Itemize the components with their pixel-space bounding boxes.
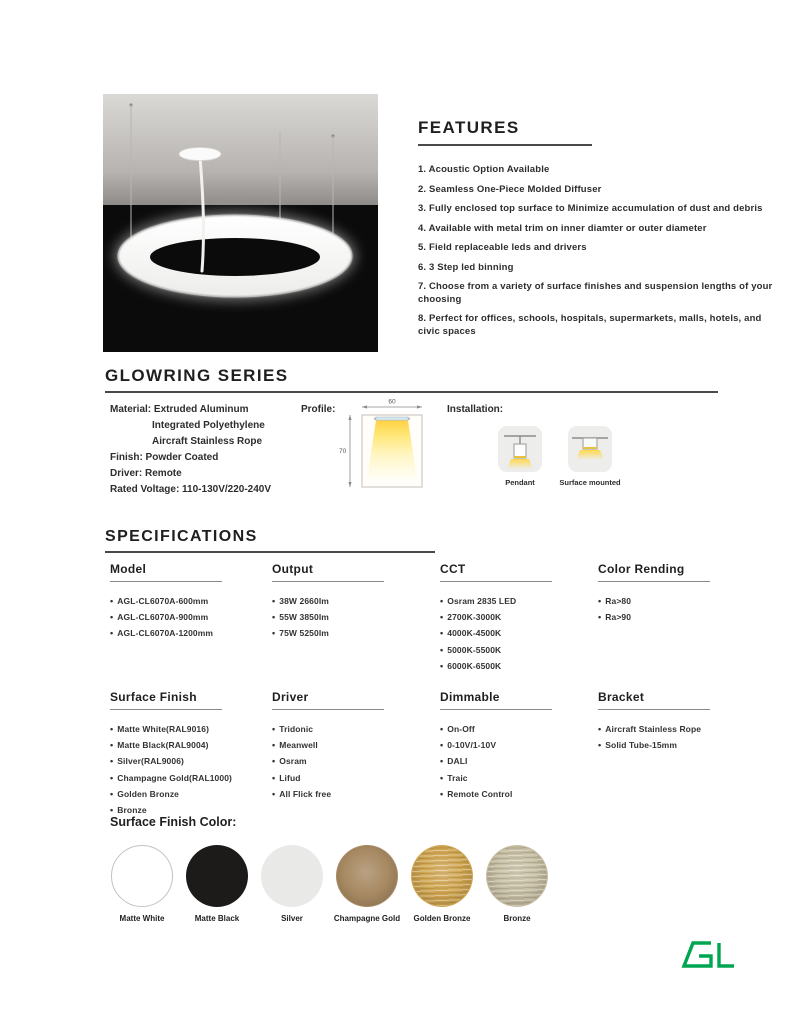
surface-mounted-label: Surface mounted	[559, 478, 621, 487]
spec-item: • Tridonic	[272, 721, 430, 737]
spec-item: • AGL-CL6070A-900mm	[110, 609, 268, 625]
spec-column-header: CCT	[440, 562, 552, 582]
spec-column-cct	[440, 562, 598, 674]
spec-item: • 6000K-6500K	[440, 658, 598, 674]
led-strip	[376, 417, 408, 420]
spec-item: • Champagne Gold(RAL1000)	[110, 770, 268, 786]
spec-item: • DALI	[440, 753, 598, 769]
logo-letter-l	[719, 943, 734, 966]
material-line: Integrated Polyethylene	[152, 420, 265, 431]
installation-surface-mounted	[554, 426, 626, 487]
spec-item: • Ra>80	[598, 593, 756, 609]
spec-item: • Osram	[272, 753, 430, 769]
spec-column-header: Model	[110, 562, 222, 582]
color-swatch-circle	[111, 845, 173, 907]
spec-item: • AGL-CL6070A-600mm	[110, 593, 268, 609]
pendant-label: Pendant	[505, 478, 535, 487]
profile-width-value: 60	[388, 398, 396, 406]
spec-item-list	[110, 593, 268, 642]
profile-cross-section	[337, 395, 429, 493]
color-swatch-circle	[411, 845, 473, 907]
material-line: Finish: Powder Coated	[110, 452, 219, 463]
spec-column-bracket	[598, 690, 756, 753]
surface-mounted-icon	[568, 426, 612, 472]
spec-item: • Matte Black(RAL9004)	[110, 737, 268, 753]
material-line: Driver: Remote	[110, 468, 182, 479]
spec-item: • Lifud	[272, 770, 430, 786]
spec-item-list	[272, 593, 430, 642]
feature-item: 6. 3 Step led binning	[418, 261, 514, 273]
materials-list	[110, 402, 320, 498]
spec-item-list	[598, 721, 756, 753]
color-swatch-label: Silver	[281, 914, 303, 923]
product-photo	[103, 94, 378, 352]
logo-letter-g	[684, 943, 711, 966]
brand-logo	[680, 938, 738, 977]
pendant-ring-light-image	[103, 94, 378, 352]
features-list	[418, 164, 784, 338]
material-line: Material: Extruded Aluminum	[110, 404, 249, 415]
feature-item: 8. Perfect for offices, schools, hospitals, supermarkets, malls, hotels, and civic spaces	[418, 313, 762, 337]
spec-item: • Osram 2835 LED	[440, 593, 598, 609]
spec-item: • Remote Control	[440, 786, 598, 802]
features-section	[418, 118, 784, 345]
color-swatch-circle	[486, 845, 548, 907]
arrowhead-icon	[348, 482, 351, 487]
spec-item: • All Flick free	[272, 786, 430, 802]
material-line: Aircraft Stainless Rope	[152, 436, 263, 447]
finish-color-swatches	[110, 845, 549, 923]
spec-item: • Solid Tube-15mm	[598, 737, 756, 753]
series-heading: GLOWRING SERIES	[105, 366, 718, 393]
spec-item: • On-Off	[440, 721, 598, 737]
color-swatch-circle	[261, 845, 323, 907]
spec-item: • Traic	[440, 770, 598, 786]
color-swatch-label: Bronze	[503, 914, 531, 923]
color-swatch-label: Golden Bronze	[413, 914, 471, 923]
feature-item: 2. Seamless One-Piece Molded Diffuser	[418, 183, 602, 195]
spec-column-header: Surface Finish	[110, 690, 222, 710]
ceiling-canopy	[179, 148, 221, 161]
feature-item: 4. Available with metal trim on inner diamter or outer diameter	[418, 222, 707, 234]
ring-hole	[150, 238, 320, 276]
arrowhead-icon	[417, 405, 422, 408]
spec-item: • 55W 3850lm	[272, 609, 430, 625]
color-swatch-label: Matte Black	[194, 914, 240, 923]
profile-diagram	[337, 395, 429, 498]
feature-item: 1. Acoustic Option Available	[418, 164, 550, 175]
spec-item: • 75W 5250lm	[272, 625, 430, 641]
color-swatch-circle	[186, 845, 248, 907]
pendant-icon-graphic	[498, 426, 542, 472]
spec-item: • AGL-CL6070A-1200mm	[110, 625, 268, 641]
finish-swatch	[485, 845, 549, 923]
spec-item: • Ra>90	[598, 609, 756, 625]
spec-item-list	[440, 721, 598, 802]
spec-column-header: Bracket	[598, 690, 710, 710]
specifications-heading: SPECIFICATIONS	[105, 528, 435, 553]
spec-item-list	[110, 721, 268, 818]
finish-color-title: Surface Finish Color:	[110, 815, 237, 829]
spec-item: • Meanwell	[272, 737, 430, 753]
spec-column-surface-finish	[110, 690, 268, 818]
spec-column-header: Output	[272, 562, 384, 582]
spec-item: • Silver(RAL9006)	[110, 753, 268, 769]
arrowhead-icon	[348, 415, 351, 420]
spec-column-model	[110, 562, 268, 642]
features-title: FEATURES	[418, 118, 592, 146]
material-line: Rated Voltage: 110-130V/220-240V	[110, 484, 272, 495]
spec-item: • 0-10V/1-10V	[440, 737, 598, 753]
spec-column-header: Driver	[272, 690, 384, 710]
color-swatch-circle	[336, 845, 398, 907]
feature-item: 5. Field replaceable leds and drivers	[418, 242, 587, 253]
spec-item: • 5000K-5500K	[440, 642, 598, 658]
spec-column-color-rending	[598, 562, 756, 625]
feature-item: 7. Choose from a variety of surface finishes and suspension lengths of your choosing	[418, 281, 773, 305]
spec-column-header: Dimmable	[440, 690, 552, 710]
pendant-icon	[498, 426, 542, 472]
finish-swatch	[335, 845, 399, 923]
arrowhead-icon	[362, 405, 367, 408]
spec-item: • Bronze	[110, 802, 268, 818]
installation-pendant	[484, 426, 556, 487]
installation-label: Installation:	[447, 404, 504, 415]
spec-item: • 4000K-4500K	[440, 625, 598, 641]
profile-height-value: 70	[339, 448, 347, 455]
color-swatch-label: Matte White	[119, 914, 165, 923]
color-swatch-label: Champagne Gold	[333, 914, 401, 923]
spec-item-list	[440, 593, 598, 674]
spec-item-list	[272, 721, 430, 802]
spec-item: • Aircraft Stainless Rope	[598, 721, 756, 737]
surface-mounted-icon-graphic	[568, 426, 612, 472]
spec-item-list	[598, 593, 756, 625]
gl-logo-icon	[680, 938, 738, 972]
spec-item: • 38W 2660lm	[272, 593, 430, 609]
feature-item: 3. Fully enclosed top surface to Minimize accumulation of dust and debris	[418, 203, 763, 214]
spec-column-driver	[272, 690, 430, 802]
spec-item: • Matte White(RAL9016)	[110, 721, 268, 737]
finish-swatch	[185, 845, 249, 923]
spec-item: • Golden Bronze	[110, 786, 268, 802]
spec-item: • 2700K-3000K	[440, 609, 598, 625]
profile-label: Profile:	[301, 404, 336, 415]
finish-swatch	[410, 845, 474, 923]
spec-column-output	[272, 562, 430, 642]
finish-swatch	[110, 845, 174, 923]
finish-swatch	[260, 845, 324, 923]
spec-column-dimmable	[440, 690, 598, 802]
ceiling-background	[103, 94, 378, 205]
spec-column-header: Color Rending	[598, 562, 710, 582]
